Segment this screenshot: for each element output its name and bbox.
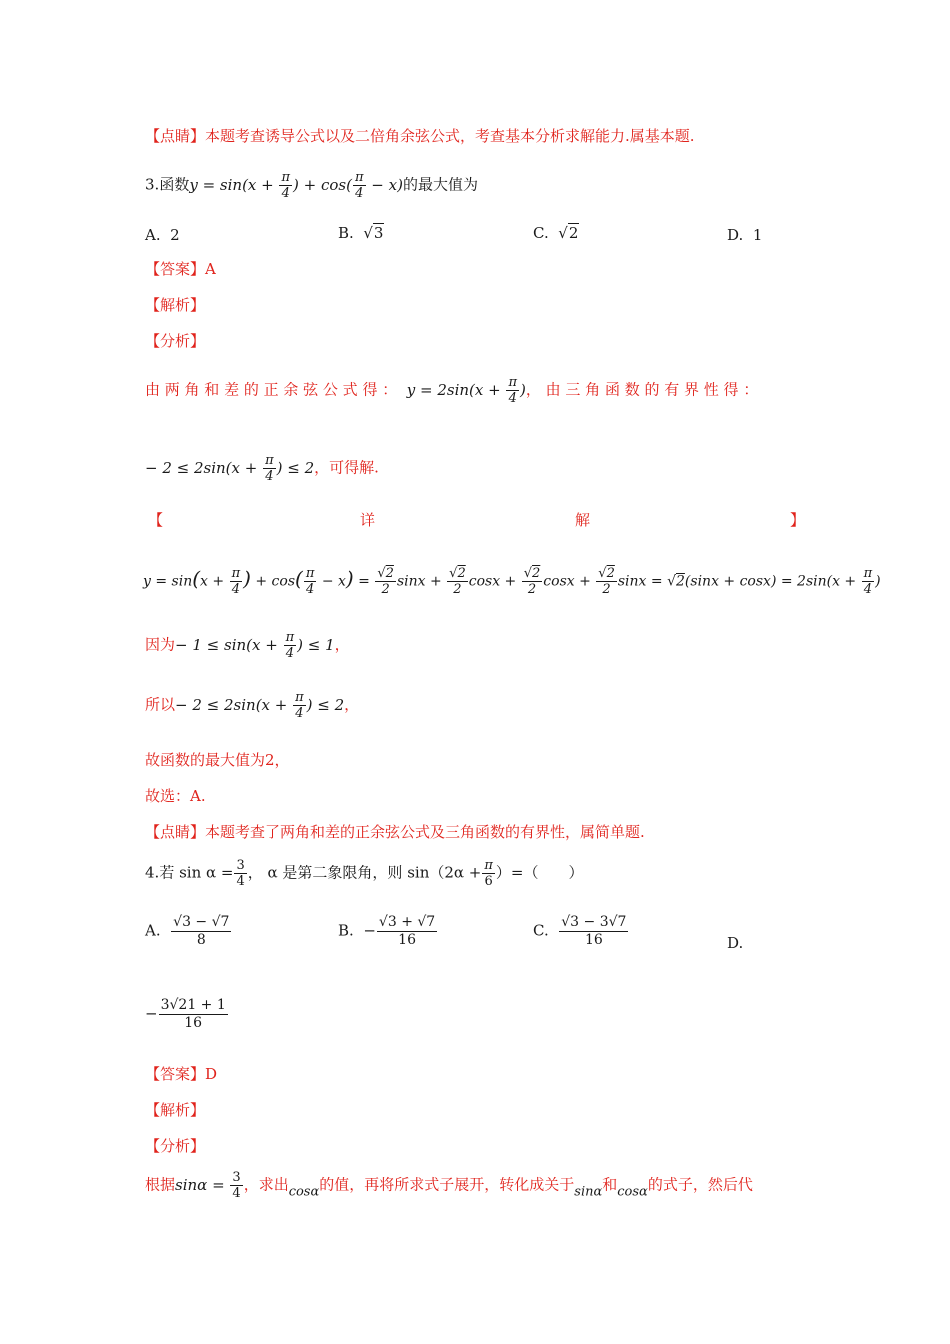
- q3-option-a: A. 2: [145, 226, 180, 244]
- q3-choose: 故选：A.: [145, 787, 206, 805]
- q4-option-d: − $\frac{3√21 + 1}{16}$: [145, 997, 226, 1031]
- q4-stem: 4.若 sin α = $\frac{3}{4}$ ， α 是第二象限角，则 sin（2α + $\frac{\pi}{6}$ ）=（ ）: [145, 858, 584, 889]
- q4-fenxi-label: 【分析】: [145, 1137, 206, 1155]
- q3-fenxi-formula-1: y = 2sin(x + $\frac{\pi}{4}$ ): [402, 375, 526, 406]
- q3-because-line: 因为− 1 ≤ sin(x + $\frac{\pi}{4}$ ) ≤ 1，: [145, 630, 350, 661]
- q4-sin-formula: sinα = $\frac{3}{4}$: [175, 1170, 241, 1201]
- q3-option-c: C. √2: [533, 224, 579, 242]
- q3-option-d: D. 1: [727, 226, 763, 244]
- q3-fenxi-formula-2: − 2 ≤ 2sin(x + $\frac{\pi}{4}$ ) ≤ 2: [145, 453, 315, 484]
- q2-comment: [145, 129, 695, 144]
- q4-number: 4.: [145, 863, 160, 882]
- q3-stem: [145, 170, 478, 201]
- q3-comment: 【点睛】本题考查了两角和差的正余弦公式及三角函数的有界性，属简单题.: [145, 823, 645, 841]
- q3-because-formula: − 1 ≤ sin(x + $\frac{\pi}{4}$ ) ≤ 1: [175, 630, 335, 661]
- q3-detail-open: 【: [148, 511, 164, 529]
- q3-option-b: B. √3: [338, 224, 384, 242]
- q4-sin-term: sinα: [574, 1184, 603, 1200]
- q4-fenxi-line: 根据sinα = $\frac{3}{4}$ ，求出cosα的值，再将所求式子展开，转化成关于sinα和cosα的式子，然后代: [145, 1170, 753, 1201]
- q3-stem-prefix: 函数: [159, 175, 190, 194]
- q4-option-c: C. $\frac{√3 - 3√7}{16}$: [533, 914, 627, 948]
- q3-detail-2: 解: [575, 511, 591, 529]
- q4-answer: 【答案】D: [145, 1065, 218, 1083]
- q3-detail-1: 详: [360, 511, 376, 529]
- q3-conclusion: 故函数的最大值为2，: [145, 751, 290, 769]
- q3-fenxi-line2: − 2 ≤ 2sin(x + $\frac{\pi}{4}$ ) ≤ 2，可得解.: [145, 453, 379, 484]
- q4-analysis-label: 【解析】: [145, 1101, 206, 1119]
- q3-number: 3.: [145, 175, 160, 194]
- q4-cos-term-2: cosα: [617, 1184, 648, 1200]
- q3-answer: 【答案】A: [145, 260, 216, 278]
- q3-fenxi-line1: 由 两 角 和 差 的 正 余 弦 公 式 得 ： y = 2sin(x + $\frac{\pi}{4}$ )， 由 三 角 函 数 的 有 界 性 得 ：: [145, 375, 759, 406]
- comment-bracket: 【点睛】: [145, 127, 206, 145]
- q3-stem-suffix: 的最大值为: [402, 175, 478, 194]
- comment-text: 本题考查诱导公式以及二倍角余弦公式，考查基本分析求解能力.属基本题.: [205, 127, 695, 145]
- q3-so-formula: − 2 ≤ 2sin(x + $\frac{\pi}{4}$ ) ≤ 2: [175, 690, 345, 721]
- q3-fenxi-label: 【分析】: [145, 332, 206, 350]
- q3-analysis-label: 【解析】: [145, 296, 206, 314]
- q4-cos-term: cosα: [288, 1184, 320, 1200]
- q3-formula: y = sin(x + $\frac{\pi}{4}$ ) + cos( $\frac{\pi}{4}$ − x): [189, 170, 403, 201]
- q3-so-line: 所以− 2 ≤ 2sin(x + $\frac{\pi}{4}$ ) ≤ 2，: [145, 690, 360, 721]
- q4-option-b: B. − $\frac{√3 + √7}{16}$: [338, 914, 436, 948]
- q3-derivation: y = sin(x + $\frac{\pi}{4}$ ) + cos( $\frac{\pi}{4}$ − x) = $\frac{√2}{2}$ sinx + $\frac{√2}{2}$ cosx + $\frac{√2}{2}$ cosx + $\frac{√2}{2}$ sinx = √2(sinx + cosx) = 2sin(x + $\frac{\pi}{4}$ ): [143, 566, 881, 597]
- q4-option-a: A. $\frac{√3 - √7}{8}$: [145, 914, 230, 948]
- q4-option-d-letter: D.: [727, 934, 744, 952]
- q3-detail-close: 】: [790, 511, 806, 529]
